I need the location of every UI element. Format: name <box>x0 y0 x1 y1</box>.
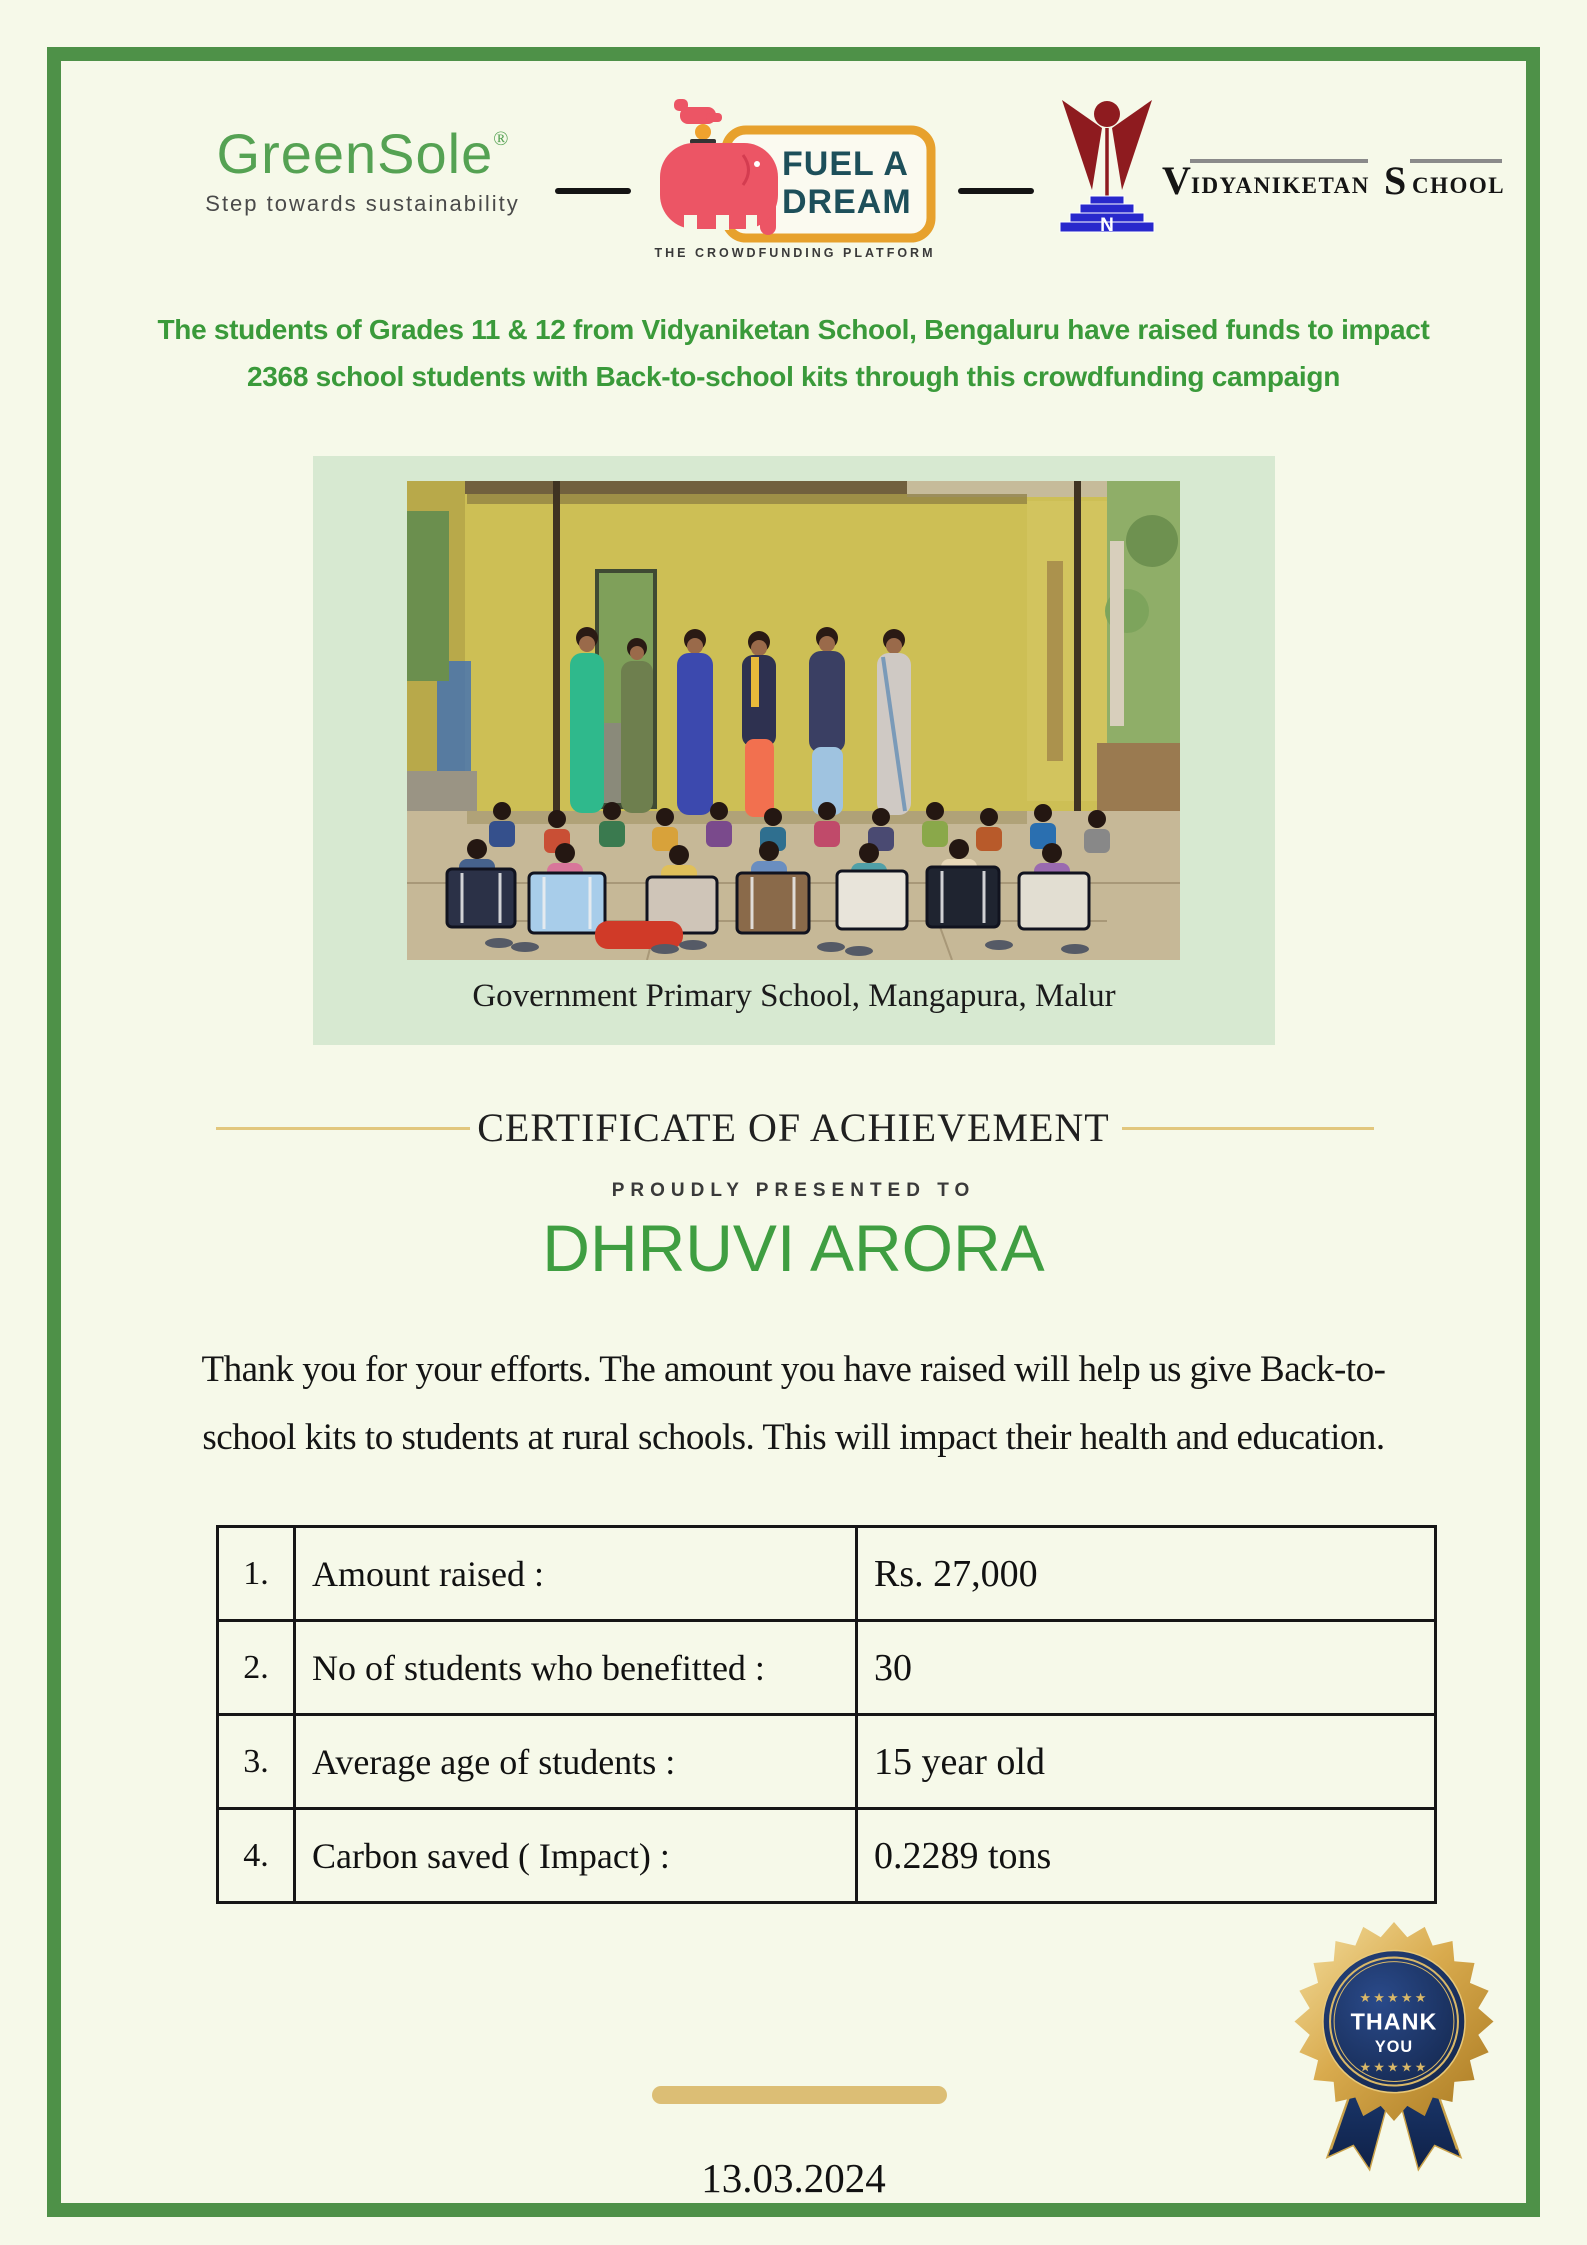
elephant-piggybank-icon <box>660 99 778 235</box>
thank-you-message <box>50 1336 1537 1472</box>
vidyaniketan-school-logo <box>1050 88 1530 238</box>
vidyaniketan-emblem-letter: N <box>1100 215 1114 236</box>
campaign-statement-line1: The students of Grades 11 & 12 from Vidyaniketan School, Bengaluru have raised funds to impact <box>157 314 1430 345</box>
vidyaniketan-initial-v: V <box>1162 158 1191 203</box>
campaign-statement <box>40 306 1547 400</box>
badge-text-thank: THANK <box>1350 2008 1438 2035</box>
certificate-date: 13.03.2024 <box>701 2155 886 2201</box>
table-row <box>218 1527 1436 1621</box>
vidyaniketan-word2: CHOOL <box>1412 173 1506 198</box>
footer-gold-divider <box>652 2086 947 2104</box>
thank-you-badge-icon <box>1292 1920 1496 2184</box>
row-label: No of students who benefitted : <box>295 1621 857 1715</box>
vidyaniketan-overline <box>1410 159 1502 163</box>
photo-caption: Government Primary School, Mangapura, Malur <box>472 978 1116 1014</box>
fuel-a-dream-title-line2: DREAM <box>782 183 912 221</box>
row-value: 15 year old <box>857 1715 1436 1809</box>
row-label: Average age of students : <box>295 1715 857 1809</box>
presented-to-label: PROUDLY PRESENTED TO <box>611 1180 976 1201</box>
vidyaniketan-overline <box>1190 159 1368 163</box>
fuel-a-dream-logo <box>650 85 940 265</box>
badge-text-you: YOU <box>1374 2038 1414 2056</box>
table-row <box>218 1715 1436 1809</box>
table-row <box>218 1621 1436 1715</box>
thank-you-message-line2: school kits to students at rural schools. This will impact their health and education. <box>202 1417 1385 1458</box>
greensole-logo <box>190 122 535 217</box>
photo-panel <box>313 456 1275 1045</box>
campaign-statement-line2: 2368 school students with Back-to-school kits through this crowdfunding campaign <box>247 361 1340 392</box>
row-number: 2. <box>218 1621 295 1715</box>
row-value: Rs. 27,000 <box>857 1527 1436 1621</box>
row-number: 1. <box>218 1527 295 1621</box>
logo-separator-dash <box>958 188 1034 194</box>
certificate-title: CERTIFICATE OF ACHIEVEMENT <box>477 1105 1110 1150</box>
badge-stars-bottom: ★★★★★ <box>1359 2059 1429 2075</box>
greensole-logo-text: GreenSole <box>216 122 494 185</box>
row-value: 0.2289 tons <box>857 1809 1436 1903</box>
impact-table <box>216 1525 1437 1904</box>
vidyaniketan-word1: IDYANIKETAN <box>1191 173 1370 198</box>
school-group-photo <box>407 481 1180 960</box>
badge-stars-top: ★★★★★ <box>1359 1990 1429 2006</box>
greensole-tagline: Step towards sustainability <box>205 191 520 216</box>
fuel-a-dream-title-line1: FUEL A <box>782 145 909 183</box>
logo-separator-dash <box>555 188 631 194</box>
registered-trademark-icon: ® <box>493 128 509 150</box>
row-number: 3. <box>218 1715 295 1809</box>
row-value: 30 <box>857 1621 1436 1715</box>
row-number: 4. <box>218 1809 295 1903</box>
vidyaniketan-initial-s: S <box>1384 158 1407 203</box>
recipient-name: DHRUVI ARORA <box>542 1211 1045 1285</box>
row-label: Amount raised : <box>295 1527 857 1621</box>
vidyaniketan-emblem-icon <box>1060 100 1154 236</box>
table-row <box>218 1809 1436 1903</box>
thank-you-message-line1: Thank you for your efforts. The amount you have raised will help us give Back-to- <box>201 1349 1386 1390</box>
row-label: Carbon saved ( Impact) : <box>295 1809 857 1903</box>
fuel-a-dream-tagline: THE CROWDFUNDING PLATFORM <box>654 246 936 260</box>
